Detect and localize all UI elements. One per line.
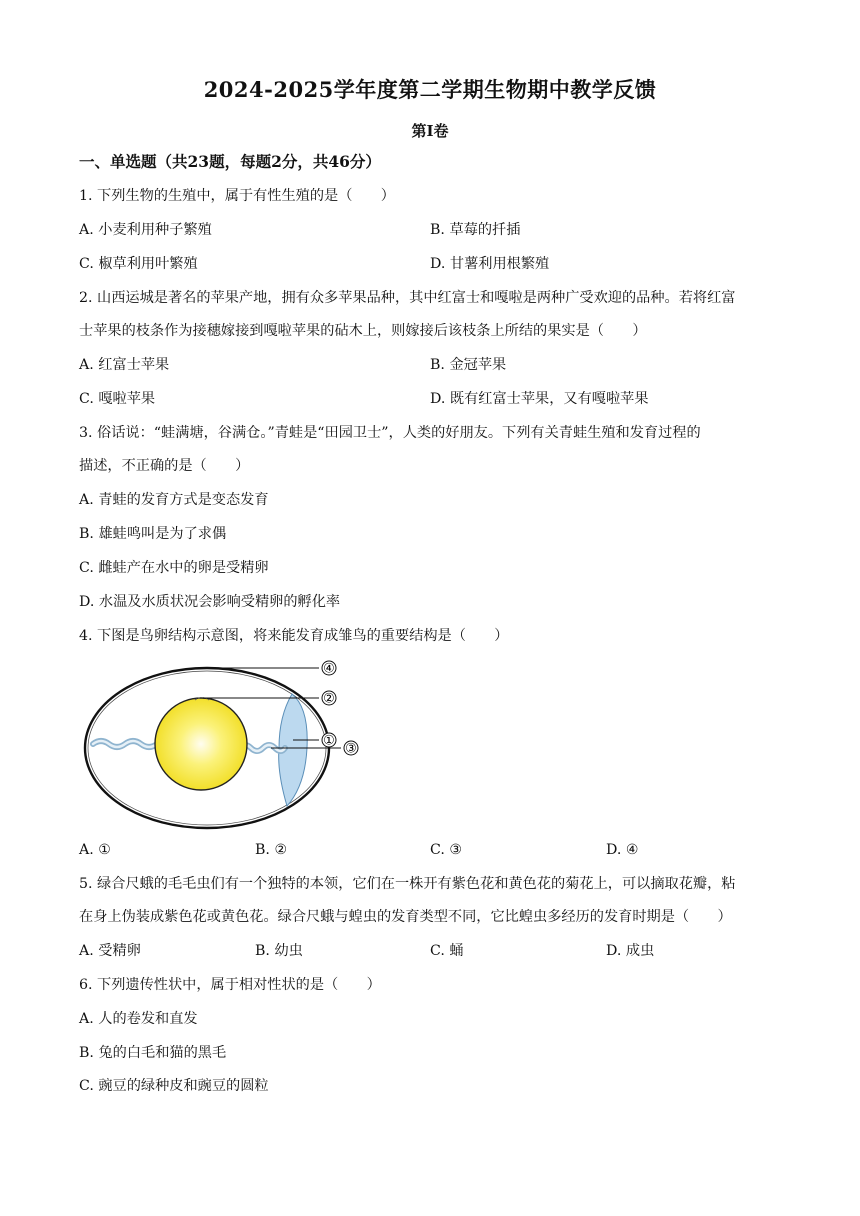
q1-option-a: A. 小麦利用种子繁殖 [79, 222, 212, 238]
q2-option-a: A. 红富士苹果 [79, 357, 170, 373]
egg-yolk [155, 698, 247, 790]
label-3: ③ [345, 741, 357, 757]
q2-option-b: B. 金冠苹果 [430, 357, 507, 373]
q2-option-c: C. 嘎啦苹果 [79, 391, 156, 407]
q6-option-b: B. 兔的白毛和猫的黑毛 [79, 1045, 227, 1061]
q3-option-b: B. 雄蛙鸣叫是为了求偶 [79, 526, 227, 542]
bird-egg-diagram [79, 660, 369, 830]
q6-option-a: A. 人的卷发和直发 [79, 1011, 198, 1027]
label-1: ① [323, 733, 335, 749]
q3-option-c: C. 雌蛙产在水中的卵是受精卵 [79, 560, 269, 576]
question-5-text-line-1: 5. 绿合尺蛾的毛毛虫们有一个独特的本领，它们在一株开有紫色花和黄色花的菊花上，可以摘取花瓣，粘 [79, 876, 736, 892]
question-1-text: 1. 下列生物的生殖中，属于有性生殖的是（ ） [79, 188, 395, 204]
section-heading: 一、单选题（共23题，每题2分，共46分） [79, 152, 381, 171]
q5-option-d: D. 成虫 [606, 943, 655, 959]
question-4-text: 4. 下图是鸟卵结构示意图，将来能发育成雏鸟的重要结构是（ ） [79, 628, 509, 644]
question-6-text: 6. 下列遗传性状中，属于相对性状的是（ ） [79, 977, 381, 993]
question-2-text-line-1: 2. 山西运城是著名的苹果产地，拥有众多苹果品种，其中红富士和嘎啦是两种广受欢迎的品种。若将红富 [79, 290, 736, 306]
question-3-text-line-1: 3. 俗话说：“蛙满塘，谷满仓。”青蛙是“田园卫士”，人类的好朋友。下列有关青蛙生殖和发育过程的 [79, 425, 701, 441]
question-5-text-line-2: 在身上伪装成紫色花或黄色花。绿合尺蛾与蝗虫的发育类型不同，它比蝗虫多经历的发育时期是（ ） [79, 909, 732, 925]
q6-option-c: C. 豌豆的绿种皮和豌豆的圆粒 [79, 1078, 269, 1094]
label-4: ④ [323, 661, 335, 677]
q4-option-a: A. ① [79, 842, 111, 858]
q1-option-d: D. 甘薯利用根繁殖 [430, 256, 550, 272]
q5-option-a: A. 受精卵 [79, 943, 141, 959]
q2-option-d: D. 既有红富士苹果，又有嘎啦苹果 [430, 391, 649, 407]
label-2: ② [323, 691, 335, 707]
q5-option-c: C. 蛹 [430, 943, 464, 959]
q5-option-b: B. 幼虫 [255, 943, 303, 959]
q1-option-c: C. 椒草利用叶繁殖 [79, 256, 198, 272]
q4-option-c: C. ③ [430, 842, 463, 858]
volume-label: 第Ⅰ卷 [411, 122, 449, 140]
q3-option-a: A. 青蛙的发育方式是变态发育 [79, 492, 269, 508]
question-2-text-line-2: 士苹果的枝条作为接穗嫁接到嘎啦苹果的砧木上，则嫁接后该枝条上所结的果实是（ ） [79, 323, 647, 339]
q1-option-b: B. 草莓的扦插 [430, 222, 521, 238]
question-3-text-line-2: 描述，不正确的是（ ） [79, 458, 250, 474]
page-title: 2024-2025学年度第二学期生物期中教学反馈 [203, 77, 657, 102]
q4-option-d: D. ④ [606, 842, 639, 858]
q3-option-d: D. 水温及水质状况会影响受精卵的孵化率 [79, 594, 341, 610]
q4-option-b: B. ② [255, 842, 288, 858]
